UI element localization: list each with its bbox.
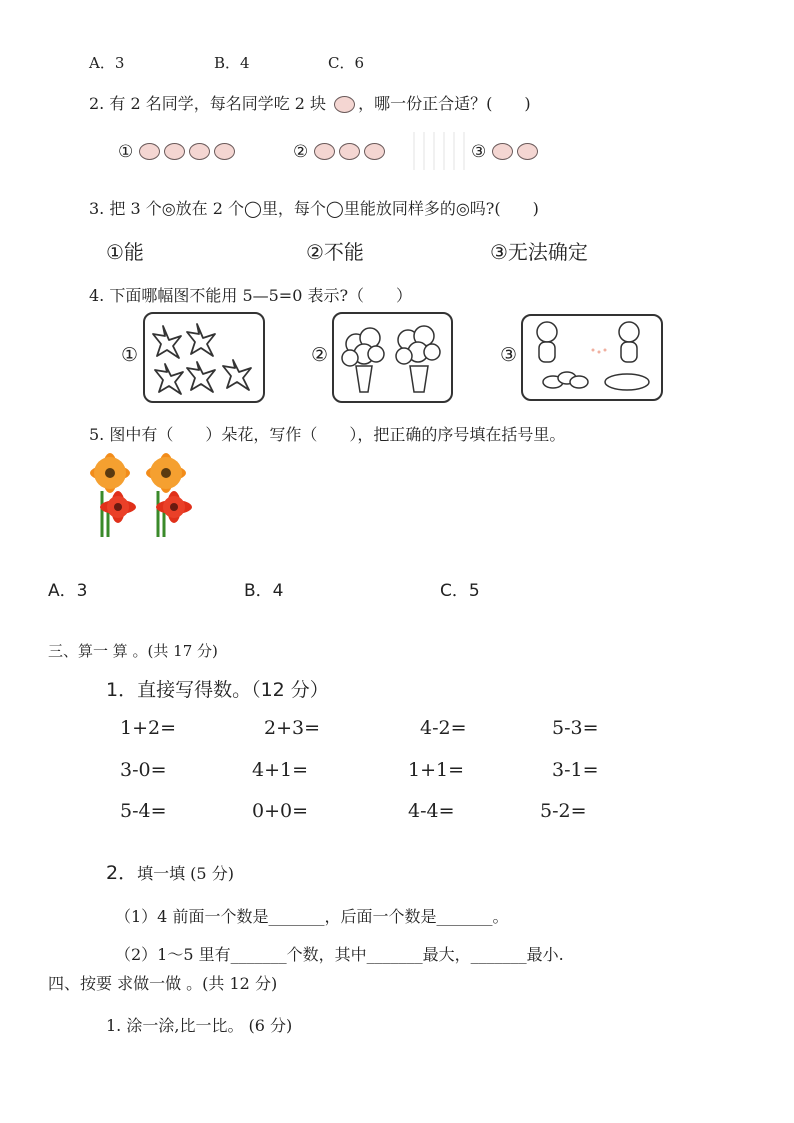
q2-question bbox=[89, 91, 531, 114]
flower-icon bbox=[342, 350, 358, 366]
egg-icon bbox=[314, 143, 335, 160]
q2-option-3 bbox=[471, 141, 542, 162]
flower-icon bbox=[368, 346, 384, 362]
q3-option-1: ①能 bbox=[106, 240, 144, 264]
calc-item: 4-4= bbox=[408, 800, 455, 822]
calc-item: 5-3= bbox=[552, 717, 599, 739]
q2-text-after: ，哪一份正合适？( ) bbox=[358, 94, 531, 113]
egg-icon bbox=[492, 143, 513, 160]
section3-title: 三、算一 算 。(共 17 分) bbox=[48, 642, 218, 660]
egg-icon bbox=[214, 143, 235, 160]
bouquet-wrap-icon bbox=[356, 366, 372, 392]
q5-question: 5. 图中有（ ）朵花，写作（ ），把正确的序号填在括号里。 bbox=[89, 425, 566, 444]
q4-picture-3-monkeys bbox=[521, 314, 663, 401]
egg-icon bbox=[517, 143, 538, 160]
egg-icon bbox=[164, 143, 185, 160]
section3-sub2-title bbox=[106, 858, 234, 885]
section3-sub2-number: 2． bbox=[106, 862, 138, 884]
egg-icon bbox=[339, 143, 360, 160]
star-icon bbox=[223, 360, 251, 390]
flower-icon bbox=[90, 453, 136, 537]
q1-option-c: C．6 bbox=[328, 54, 365, 72]
calc-item: 1+1= bbox=[408, 759, 465, 781]
calc-item: 5-2= bbox=[540, 800, 587, 822]
q5-option-a: A．3 bbox=[48, 581, 88, 601]
scan-lines-decoration bbox=[410, 132, 470, 170]
calc-item: 4+1= bbox=[252, 759, 309, 781]
star-icon bbox=[153, 326, 181, 358]
q5-option-c: C．5 bbox=[440, 581, 480, 601]
q3-option-2: ②不能 bbox=[306, 240, 364, 264]
q4-label-3: ③ bbox=[500, 344, 518, 366]
calc-item: 3-1= bbox=[552, 759, 599, 781]
section3-sub1-title: 1．直接写得数。（12 分） bbox=[106, 679, 329, 701]
q2-label-1: ① bbox=[118, 141, 134, 162]
bouquet-wrap-icon bbox=[410, 366, 428, 392]
q4-question: 4. 下面哪幅图不能用 5—5=0 表示?（ ） bbox=[89, 286, 413, 305]
calc-item: 2+3= bbox=[264, 717, 321, 739]
calc-item: 1+2= bbox=[120, 717, 177, 739]
calc-item: 3-0= bbox=[120, 759, 167, 781]
monkey-head-icon bbox=[537, 322, 557, 342]
q2-text-before: 2. 有 2 名同学，每名同学吃 2 块 bbox=[89, 94, 327, 113]
q5-flowers-picture bbox=[86, 451, 202, 539]
monkey-body-icon bbox=[621, 342, 637, 362]
q4-label-1: ① bbox=[121, 344, 139, 366]
egg-icon bbox=[334, 96, 355, 113]
q1-option-b: B．4 bbox=[214, 54, 250, 72]
monkey-head-icon bbox=[619, 322, 639, 342]
q5-option-b: B．4 bbox=[244, 581, 284, 601]
peach-icon bbox=[570, 376, 588, 388]
calc-item: 4-2= bbox=[420, 717, 467, 739]
monkey-body-icon bbox=[539, 342, 555, 362]
q2-label-2: ② bbox=[293, 141, 309, 162]
q3-question: 3. 把 3 个◎放在 2 个◯里，每个◯里能放同样多的◎吗?( ) bbox=[89, 199, 539, 218]
star-icon bbox=[155, 364, 183, 394]
star-icon bbox=[187, 362, 215, 392]
section3-sub2-label: 填一填 (5 分) bbox=[137, 864, 234, 883]
q2-label-3: ③ bbox=[471, 141, 487, 162]
fill-question-1: （1）4 前面一个数是_______，后面一个数是_______。 bbox=[115, 907, 509, 926]
egg-icon bbox=[189, 143, 210, 160]
q4-picture-1-stars bbox=[143, 312, 265, 403]
flower-icon bbox=[424, 344, 440, 360]
q4-picture-2-bouquets bbox=[332, 312, 453, 403]
star-icon bbox=[187, 324, 215, 356]
calc-item: 5-4= bbox=[120, 800, 167, 822]
plate-icon bbox=[605, 374, 649, 390]
q4-label-2: ② bbox=[311, 344, 329, 366]
flower-icon bbox=[396, 348, 412, 364]
q2-option-1 bbox=[118, 141, 239, 162]
calc-item: 0+0= bbox=[252, 800, 309, 822]
q2-option-2 bbox=[293, 141, 389, 162]
egg-icon bbox=[139, 143, 160, 160]
q1-option-a: A．3 bbox=[89, 54, 125, 72]
section4-title: 四、按要 求做一做 。(共 12 分) bbox=[48, 974, 278, 993]
q3-option-3: ③无法确定 bbox=[490, 240, 588, 264]
fill-question-2: （2）1～5 里有_______个数，其中_______最大，_______最小. bbox=[115, 945, 564, 964]
egg-icon bbox=[364, 143, 385, 160]
section4-sub1: 1. 涂一涂,比一比。 (6 分) bbox=[106, 1016, 293, 1035]
flower-icon bbox=[146, 453, 192, 537]
